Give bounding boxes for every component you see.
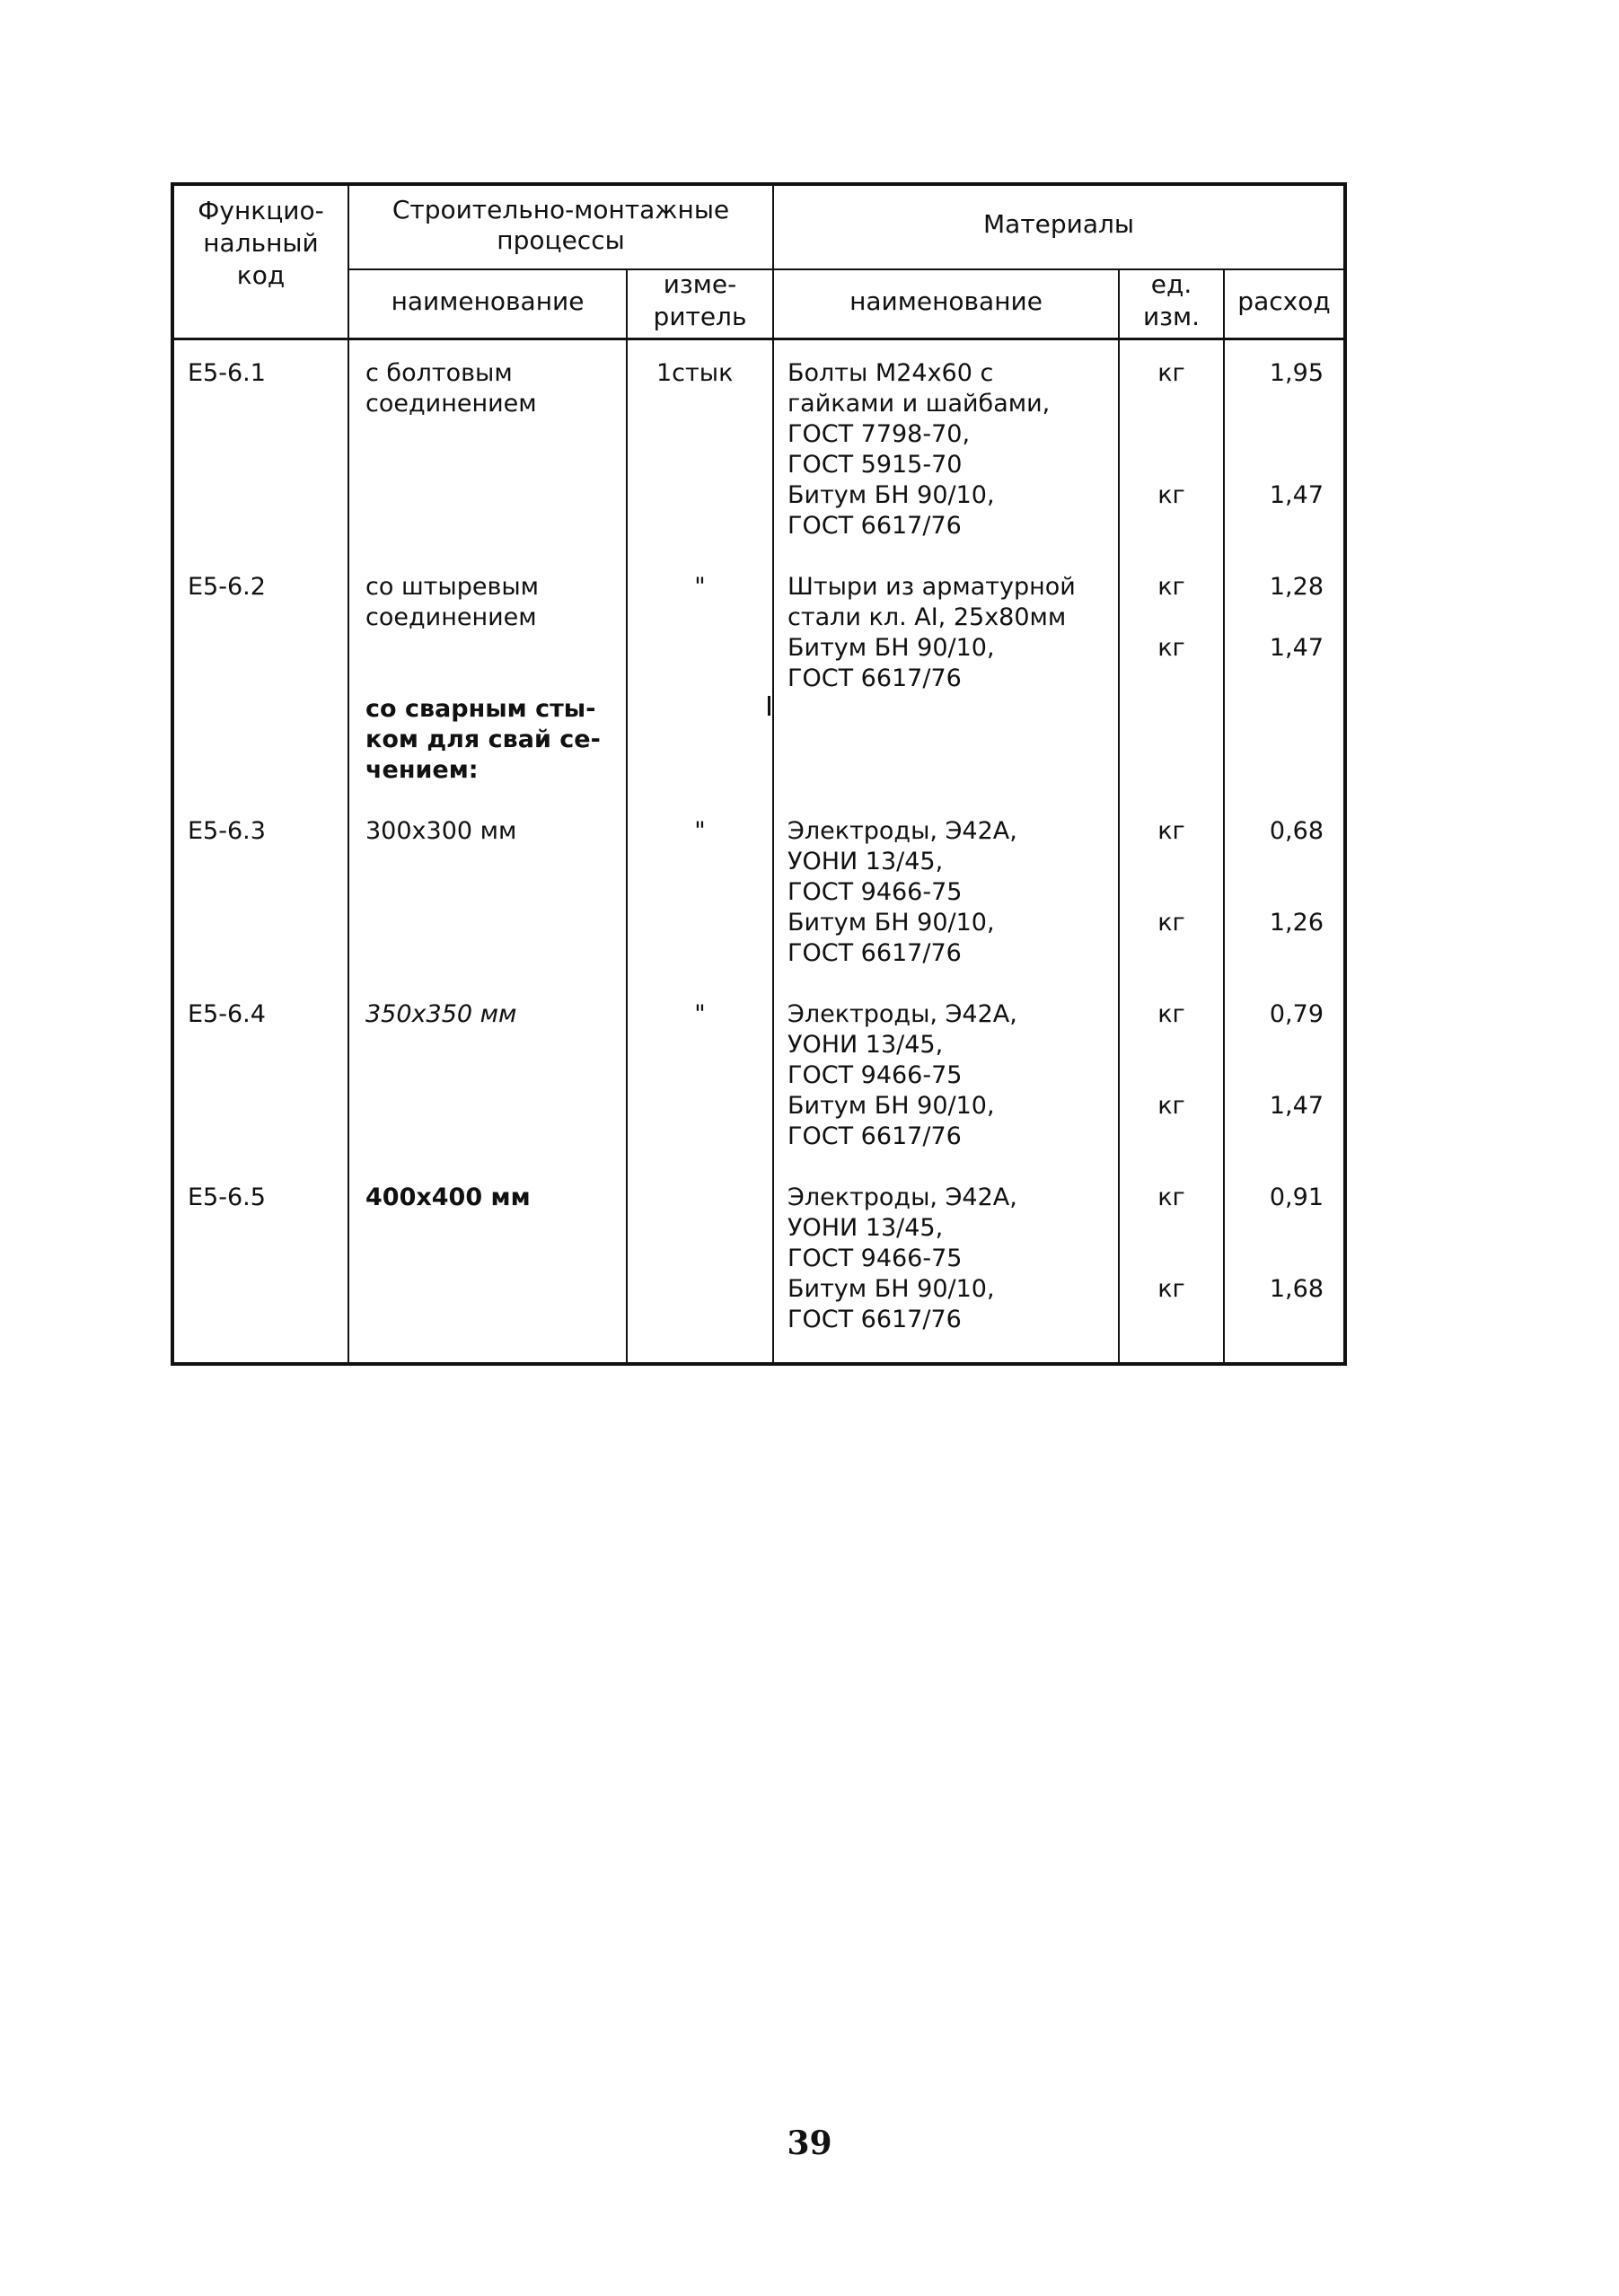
row-material-1: Электроды, Э42А, УОНИ 13/45, ГОСТ 9466-75 [788, 817, 1017, 906]
row-material-2: Битум БН 90/10, ГОСТ 6617/76 [788, 1092, 995, 1150]
row-value-1: 0,79 [1269, 1000, 1324, 1028]
row-meter: " [694, 817, 706, 845]
row-process: 350x350 мм [365, 1000, 517, 1028]
row-unit-1: кг [1157, 359, 1185, 387]
row-meter: " [694, 573, 706, 601]
row-process: 300x300 мм [365, 817, 517, 845]
row-unit-2: кг [1157, 481, 1185, 509]
row-unit-1: кг [1157, 1183, 1185, 1211]
row-material-2: Битум БН 90/10, ГОСТ 6617/76 [788, 481, 995, 540]
materials-table [171, 182, 1347, 1366]
row-value-2: 1,26 [1269, 909, 1324, 937]
header-material-consumption: расход [1237, 286, 1331, 316]
row-code: Е5-6.3 [188, 817, 266, 845]
row-value-2: 1,47 [1269, 1092, 1324, 1120]
row-material-1: Болты М24х60 с гайками и шайбами, ГОСТ 7798-70, ГОСТ 5915-70 [788, 359, 1051, 479]
row-unit-2: кг [1157, 1092, 1185, 1120]
row-unit-1: кг [1157, 817, 1185, 845]
header-func-code: Функцио- нальный код [198, 196, 324, 290]
row-material-1: Электроды, Э42А, УОНИ 13/45, ГОСТ 9466-75 [788, 1000, 1017, 1089]
column-divider [772, 186, 774, 1362]
row-value-2: 1,68 [1269, 1275, 1324, 1303]
group-label: со сварным сты- ком для свай се- чением: [365, 695, 601, 784]
scan-mark [768, 696, 770, 716]
header-materials: Материалы [983, 209, 1134, 239]
header-bottom-rule [174, 338, 1343, 340]
row-value-1: 0,68 [1269, 817, 1324, 845]
row-unit-2: кг [1157, 1275, 1185, 1303]
row-process: с болтовым соединением [365, 359, 537, 418]
row-unit-1: кг [1157, 573, 1185, 601]
row-code: Е5-6.1 [188, 359, 266, 387]
row-meter: " [694, 1000, 706, 1028]
row-value-2: 1,47 [1269, 634, 1324, 662]
row-material-1: Штыри из арматурной стали кл. AI, 25x80мм [788, 573, 1076, 631]
row-value-1: 1,95 [1269, 359, 1324, 387]
header-process-name: наименование [391, 286, 585, 316]
header-processes: Строительно-монтажные процессы [392, 195, 730, 255]
header-material-name: наименование [849, 286, 1043, 316]
row-unit-1: кг [1157, 1000, 1185, 1028]
row-process: со штыревым соединением [365, 573, 540, 631]
row-value-2: 1,47 [1269, 481, 1324, 509]
column-divider [626, 268, 628, 1362]
row-material-2: Битум БН 90/10, ГОСТ 6617/76 [788, 909, 995, 967]
row-meter: 1стык [656, 359, 734, 387]
row-material-1: Электроды, Э42А, УОНИ 13/45, ГОСТ 9466-75 [788, 1183, 1017, 1272]
row-value-1: 0,91 [1269, 1183, 1324, 1211]
column-divider [348, 186, 349, 1362]
header-process-meter: изме- ритель [653, 269, 747, 331]
page-number: 39 [787, 2124, 832, 2162]
row-value-1: 1,28 [1269, 573, 1324, 601]
row-unit-2: кг [1157, 909, 1185, 937]
row-material-2: Битум БН 90/10, ГОСТ 6617/76 [788, 1275, 995, 1333]
row-process: 400x400 мм [365, 1183, 531, 1211]
header-material-unit: ед. изм. [1142, 269, 1201, 331]
row-unit-2: кг [1157, 634, 1185, 662]
row-code: Е5-6.2 [188, 573, 266, 601]
row-code: Е5-6.4 [188, 1000, 266, 1028]
row-code: Е5-6.5 [188, 1183, 266, 1211]
row-material-2: Битум БН 90/10, ГОСТ 6617/76 [788, 634, 995, 692]
